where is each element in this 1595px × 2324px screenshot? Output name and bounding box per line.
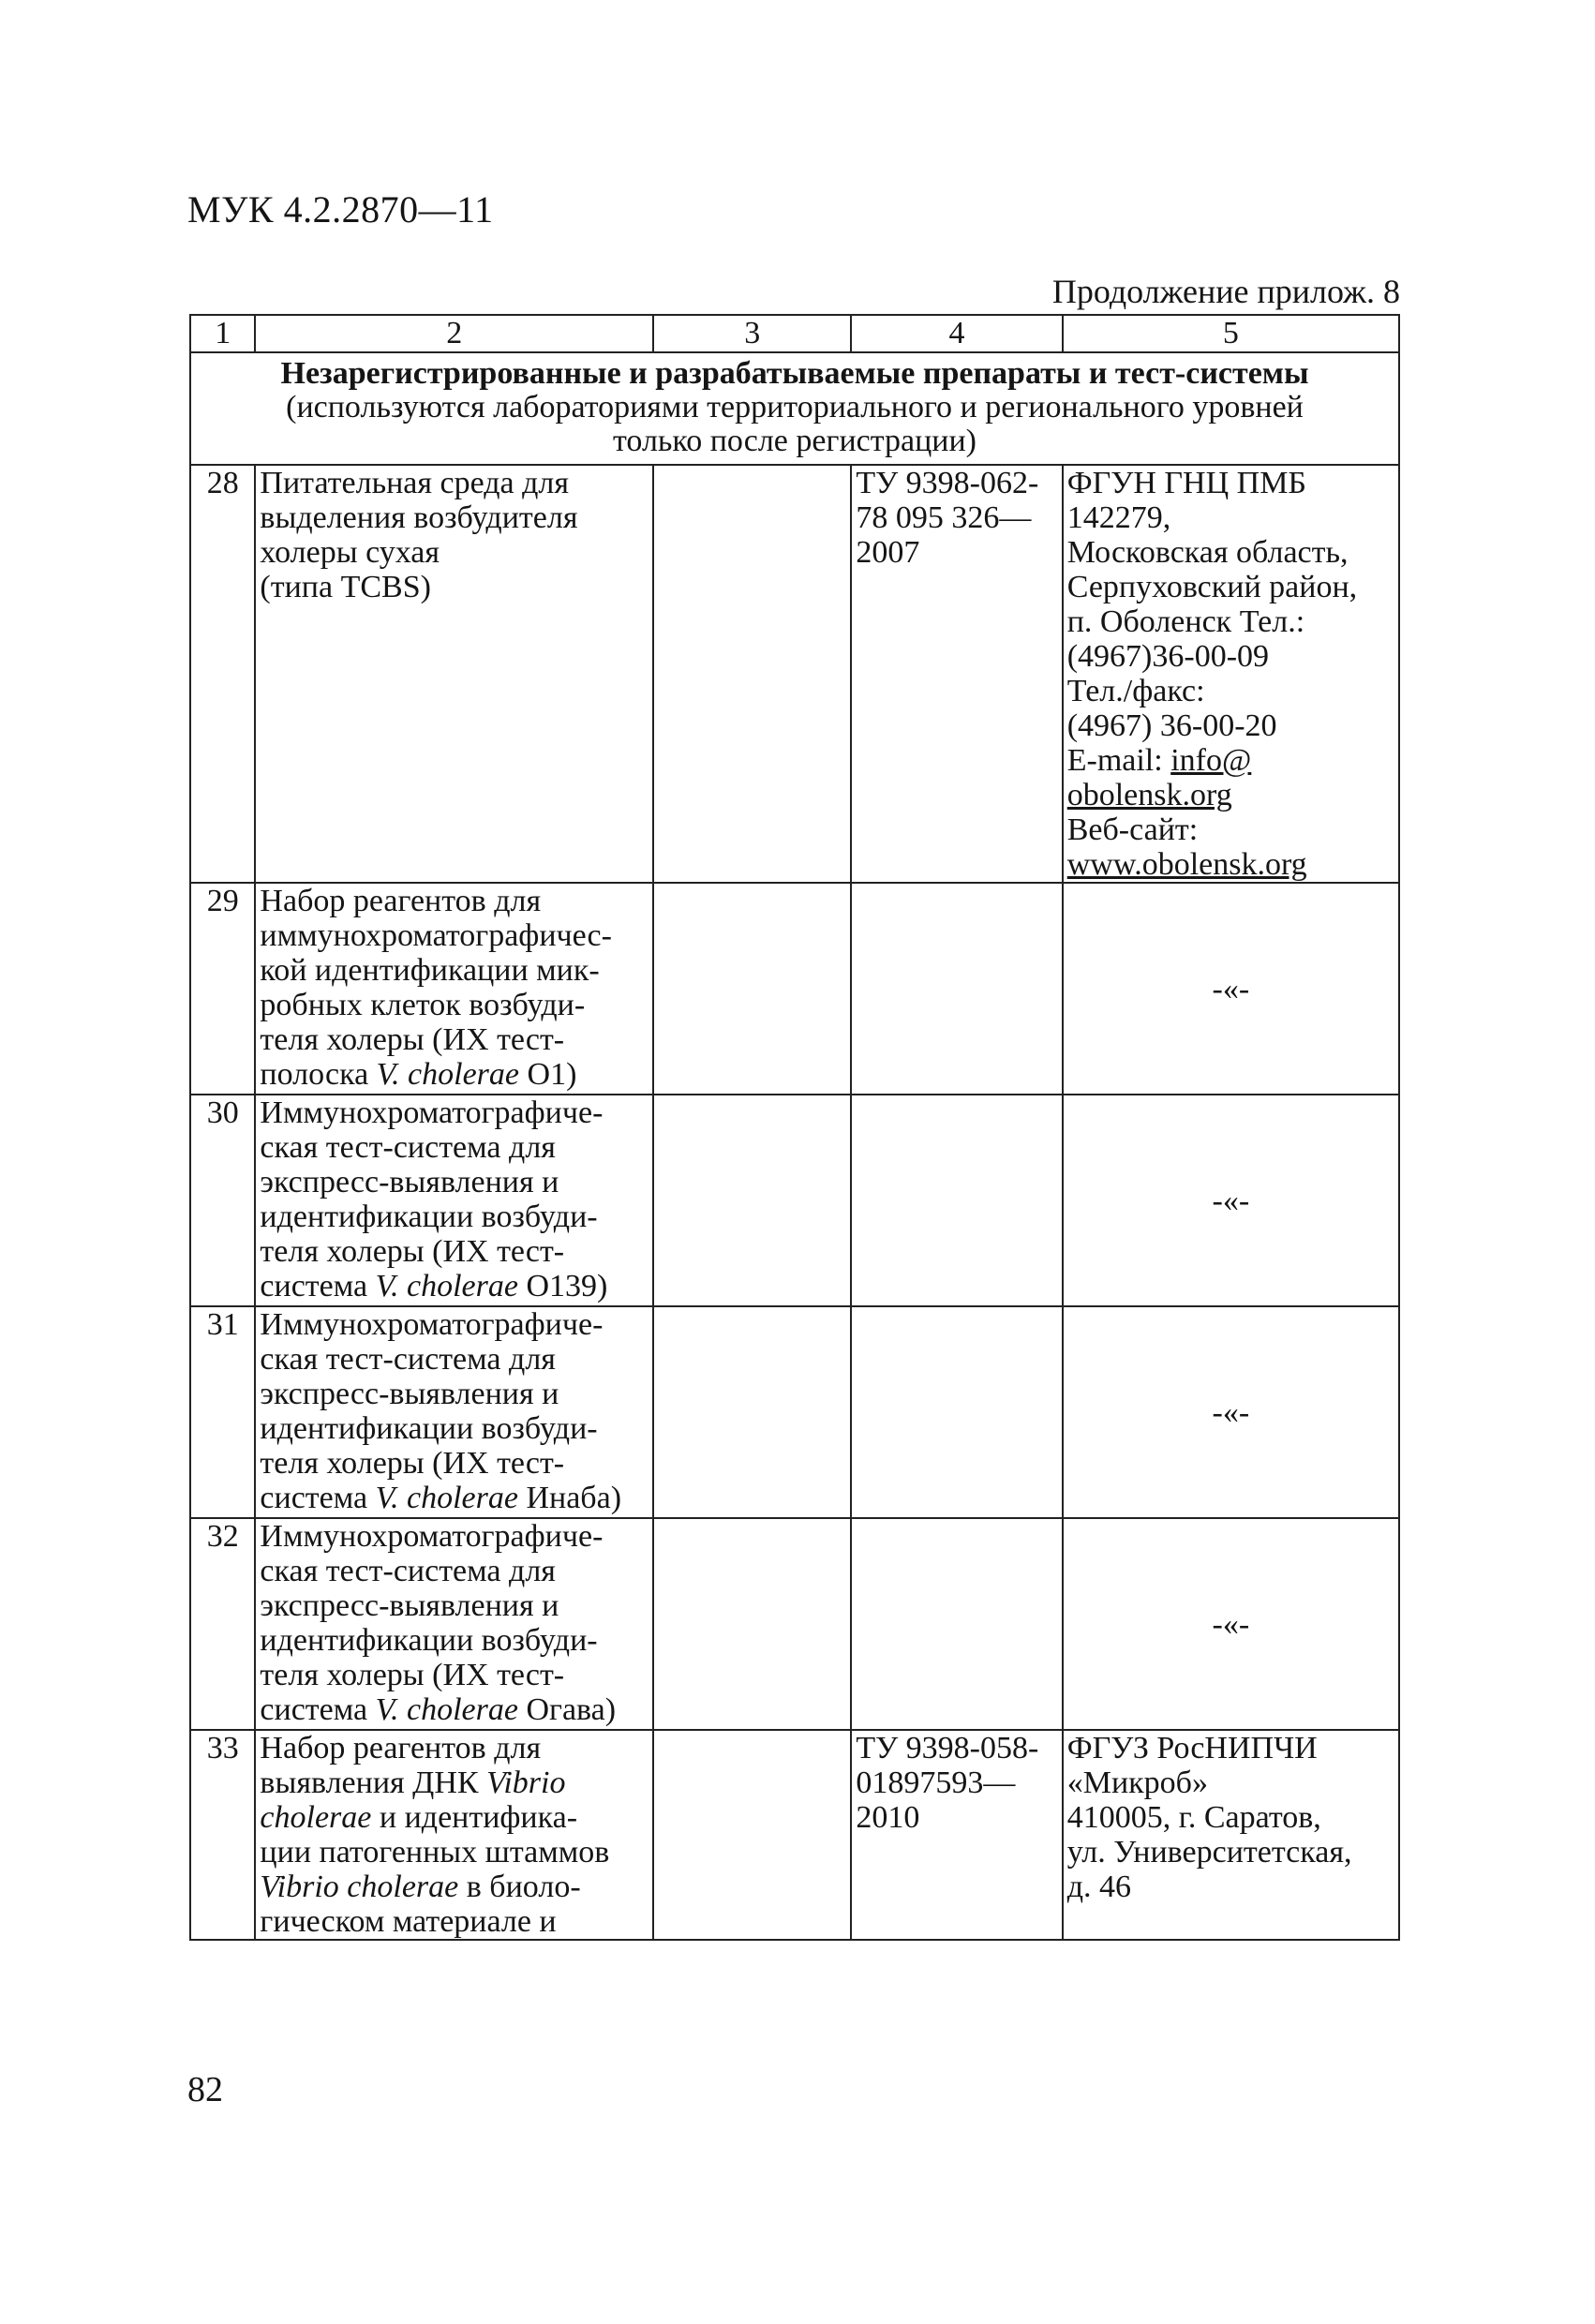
product-name-line: (типа TCBS) [260, 570, 431, 604]
org-line: п. Оболенск Тел.: [1066, 604, 1305, 639]
name-text: система [260, 1481, 376, 1515]
product-name-line: экспресс-выявления и [260, 1165, 559, 1199]
product-name-line: Иммунохроматографиче- [260, 1095, 604, 1130]
spec-line: ТУ 9398-062- [856, 466, 1039, 500]
product-name-line: Питательная среда для [260, 466, 570, 500]
row-number: 31 [190, 1306, 255, 1518]
product-name-line: ская тест-система для [260, 1554, 556, 1588]
product-name-line: ции патогенных штаммов [260, 1835, 610, 1870]
spec-line: 2007 [856, 535, 920, 570]
spec-document-cell [851, 1730, 1062, 1940]
product-name-line [260, 1800, 648, 1835]
product-name-cell [255, 465, 653, 883]
org-line: «Микроб» [1066, 1765, 1208, 1800]
organization-cell [1063, 1730, 1399, 1940]
empty-cell [653, 465, 851, 883]
species-italic: V. cholerae [375, 1692, 518, 1727]
empty-cell [851, 1518, 1062, 1730]
species-italic: V. cholerae [376, 1057, 520, 1092]
organization-cell [1063, 465, 1399, 883]
product-name-line: выделения возбудителя [260, 500, 578, 535]
column-number-row [190, 315, 1399, 352]
product-name-line: иммунохроматографичес- [260, 918, 612, 953]
product-name-line: Набор реагентов для [260, 884, 542, 918]
section-note: только после регистрации) [612, 424, 976, 458]
column-number: 1 [190, 315, 255, 352]
product-name-line: робных клеток возбуди- [260, 988, 586, 1022]
empty-cell [653, 1518, 851, 1730]
org-line: (4967) 36-00-20 [1066, 708, 1277, 743]
name-text: в биоло- [458, 1870, 581, 1904]
org-line: Серпуховский район, [1066, 570, 1358, 604]
product-name-line: идентификации возбуди- [260, 1411, 598, 1446]
product-name-line: теля холеры (ИХ тест- [260, 1022, 565, 1057]
product-name-line [260, 1870, 648, 1904]
email-line [1067, 743, 1394, 778]
ditto-mark: -«- [1063, 1306, 1399, 1518]
product-name-line: ская тест-система для [260, 1130, 556, 1165]
product-name-cell [255, 1518, 653, 1730]
product-name-line: теля холеры (ИХ тест- [260, 1658, 565, 1692]
product-name-line: гическом материале и [260, 1904, 557, 1939]
table-row [190, 883, 1399, 1095]
email-link-continuation[interactable]: obolensk.org [1066, 778, 1232, 812]
section-note: (используются лабораториями территориального и регионального уровней [286, 390, 1304, 425]
name-text: система [260, 1692, 376, 1727]
name-text: система [260, 1269, 376, 1304]
org-line: (4967)36-00-09 [1066, 639, 1270, 674]
spec-document-cell [851, 465, 1062, 883]
table-row [190, 465, 1399, 883]
product-name-line [260, 1765, 648, 1800]
name-text: и идентифика- [371, 1800, 578, 1835]
column-number: 2 [255, 315, 653, 352]
row-number: 28 [190, 465, 255, 883]
product-name-line: экспресс-выявления и [260, 1377, 559, 1411]
table-row [190, 1518, 1399, 1730]
name-text: полоска [260, 1057, 377, 1092]
product-name-line [260, 1692, 648, 1727]
page-number: 82 [187, 2070, 223, 2109]
section-header-row [190, 352, 1399, 465]
product-name-cell [255, 883, 653, 1095]
name-text: выявления ДНК [260, 1765, 487, 1800]
website-label: Веб-сайт: [1066, 812, 1199, 847]
species-italic: Vibrio cholerae [260, 1870, 459, 1904]
product-name-line: холеры сухая [260, 535, 440, 570]
empty-cell [653, 1730, 851, 1940]
row-number: 33 [190, 1730, 255, 1940]
appendix-table [189, 314, 1400, 1941]
empty-cell [653, 1306, 851, 1518]
name-text: Огава) [517, 1692, 617, 1727]
org-line: ФГУЗ РосНИПЧИ [1066, 1731, 1318, 1765]
email-link[interactable]: info@ [1170, 743, 1252, 778]
empty-cell [653, 1095, 851, 1306]
product-name-line: теля холеры (ИХ тест- [260, 1234, 565, 1269]
product-name-cell [255, 1095, 653, 1306]
org-line: Московская область, [1066, 535, 1349, 570]
empty-cell [851, 1306, 1062, 1518]
product-name-line: Иммунохроматографиче- [260, 1307, 604, 1342]
product-name-line: ская тест-система для [260, 1342, 556, 1377]
product-name-line: теля холеры (ИХ тест- [260, 1446, 565, 1481]
org-line: 142279, [1066, 500, 1171, 535]
org-line: д. 46 [1066, 1870, 1132, 1904]
column-number: 3 [653, 315, 851, 352]
email-label: E-mail: [1066, 743, 1171, 778]
org-line: ул. Университетская, [1066, 1835, 1352, 1870]
column-number: 5 [1063, 315, 1399, 352]
section-header-cell [190, 352, 1399, 465]
spec-line: ТУ 9398-058- [856, 1731, 1039, 1765]
table-row [190, 1095, 1399, 1306]
product-name-line: Набор реагентов для [260, 1731, 542, 1765]
product-name-line [260, 1269, 648, 1304]
row-number: 29 [190, 883, 255, 1095]
org-line: Тел./факс: [1066, 674, 1205, 708]
product-name-line: Иммунохроматографиче- [260, 1519, 604, 1554]
product-name-cell [255, 1306, 653, 1518]
product-name-line: идентификации возбуди- [260, 1199, 598, 1234]
empty-cell [851, 1095, 1062, 1306]
section-title: Незарегистрированные и разрабатываемые препараты и тест-системы [280, 356, 1309, 391]
species-italic: V. cholerae [375, 1269, 518, 1304]
column-number: 4 [851, 315, 1062, 352]
product-name-cell [255, 1730, 653, 1940]
org-line: 410005, г. Саратов, [1066, 1800, 1321, 1835]
document-code-header: МУК 4.2.2870—11 [187, 188, 494, 231]
table-row [190, 1730, 1399, 1940]
empty-cell [851, 883, 1062, 1095]
ditto-mark: -«- [1063, 883, 1399, 1095]
species-italic: cholerae [260, 1800, 372, 1835]
name-text: O139) [517, 1269, 608, 1304]
product-name-line: экспресс-выявления и [260, 1588, 559, 1623]
product-name-line: идентификации возбуди- [260, 1623, 598, 1658]
org-line: ФГУН ГНЦ ПМБ [1066, 466, 1306, 500]
table-row [190, 1306, 1399, 1518]
species-italic: Vibrio [486, 1765, 566, 1800]
ditto-mark: -«- [1063, 1518, 1399, 1730]
row-number: 30 [190, 1095, 255, 1306]
spec-line: 2010 [856, 1800, 920, 1835]
name-text: O1) [519, 1057, 577, 1092]
website-link[interactable]: www.obolensk.org [1066, 847, 1307, 882]
species-italic: V. cholerae [375, 1481, 518, 1515]
empty-cell [653, 883, 851, 1095]
ditto-mark: -«- [1063, 1095, 1399, 1306]
product-name-line [260, 1057, 648, 1092]
spec-line: 78 095 326— [856, 500, 1032, 535]
product-name-line: кой идентификации мик- [260, 953, 600, 988]
row-number: 32 [190, 1518, 255, 1730]
product-name-line [260, 1481, 648, 1515]
name-text: Инаба) [517, 1481, 622, 1515]
spec-line: 01897593— [856, 1765, 1016, 1800]
continuation-label: Продолжение прилож. 8 [1051, 273, 1400, 310]
